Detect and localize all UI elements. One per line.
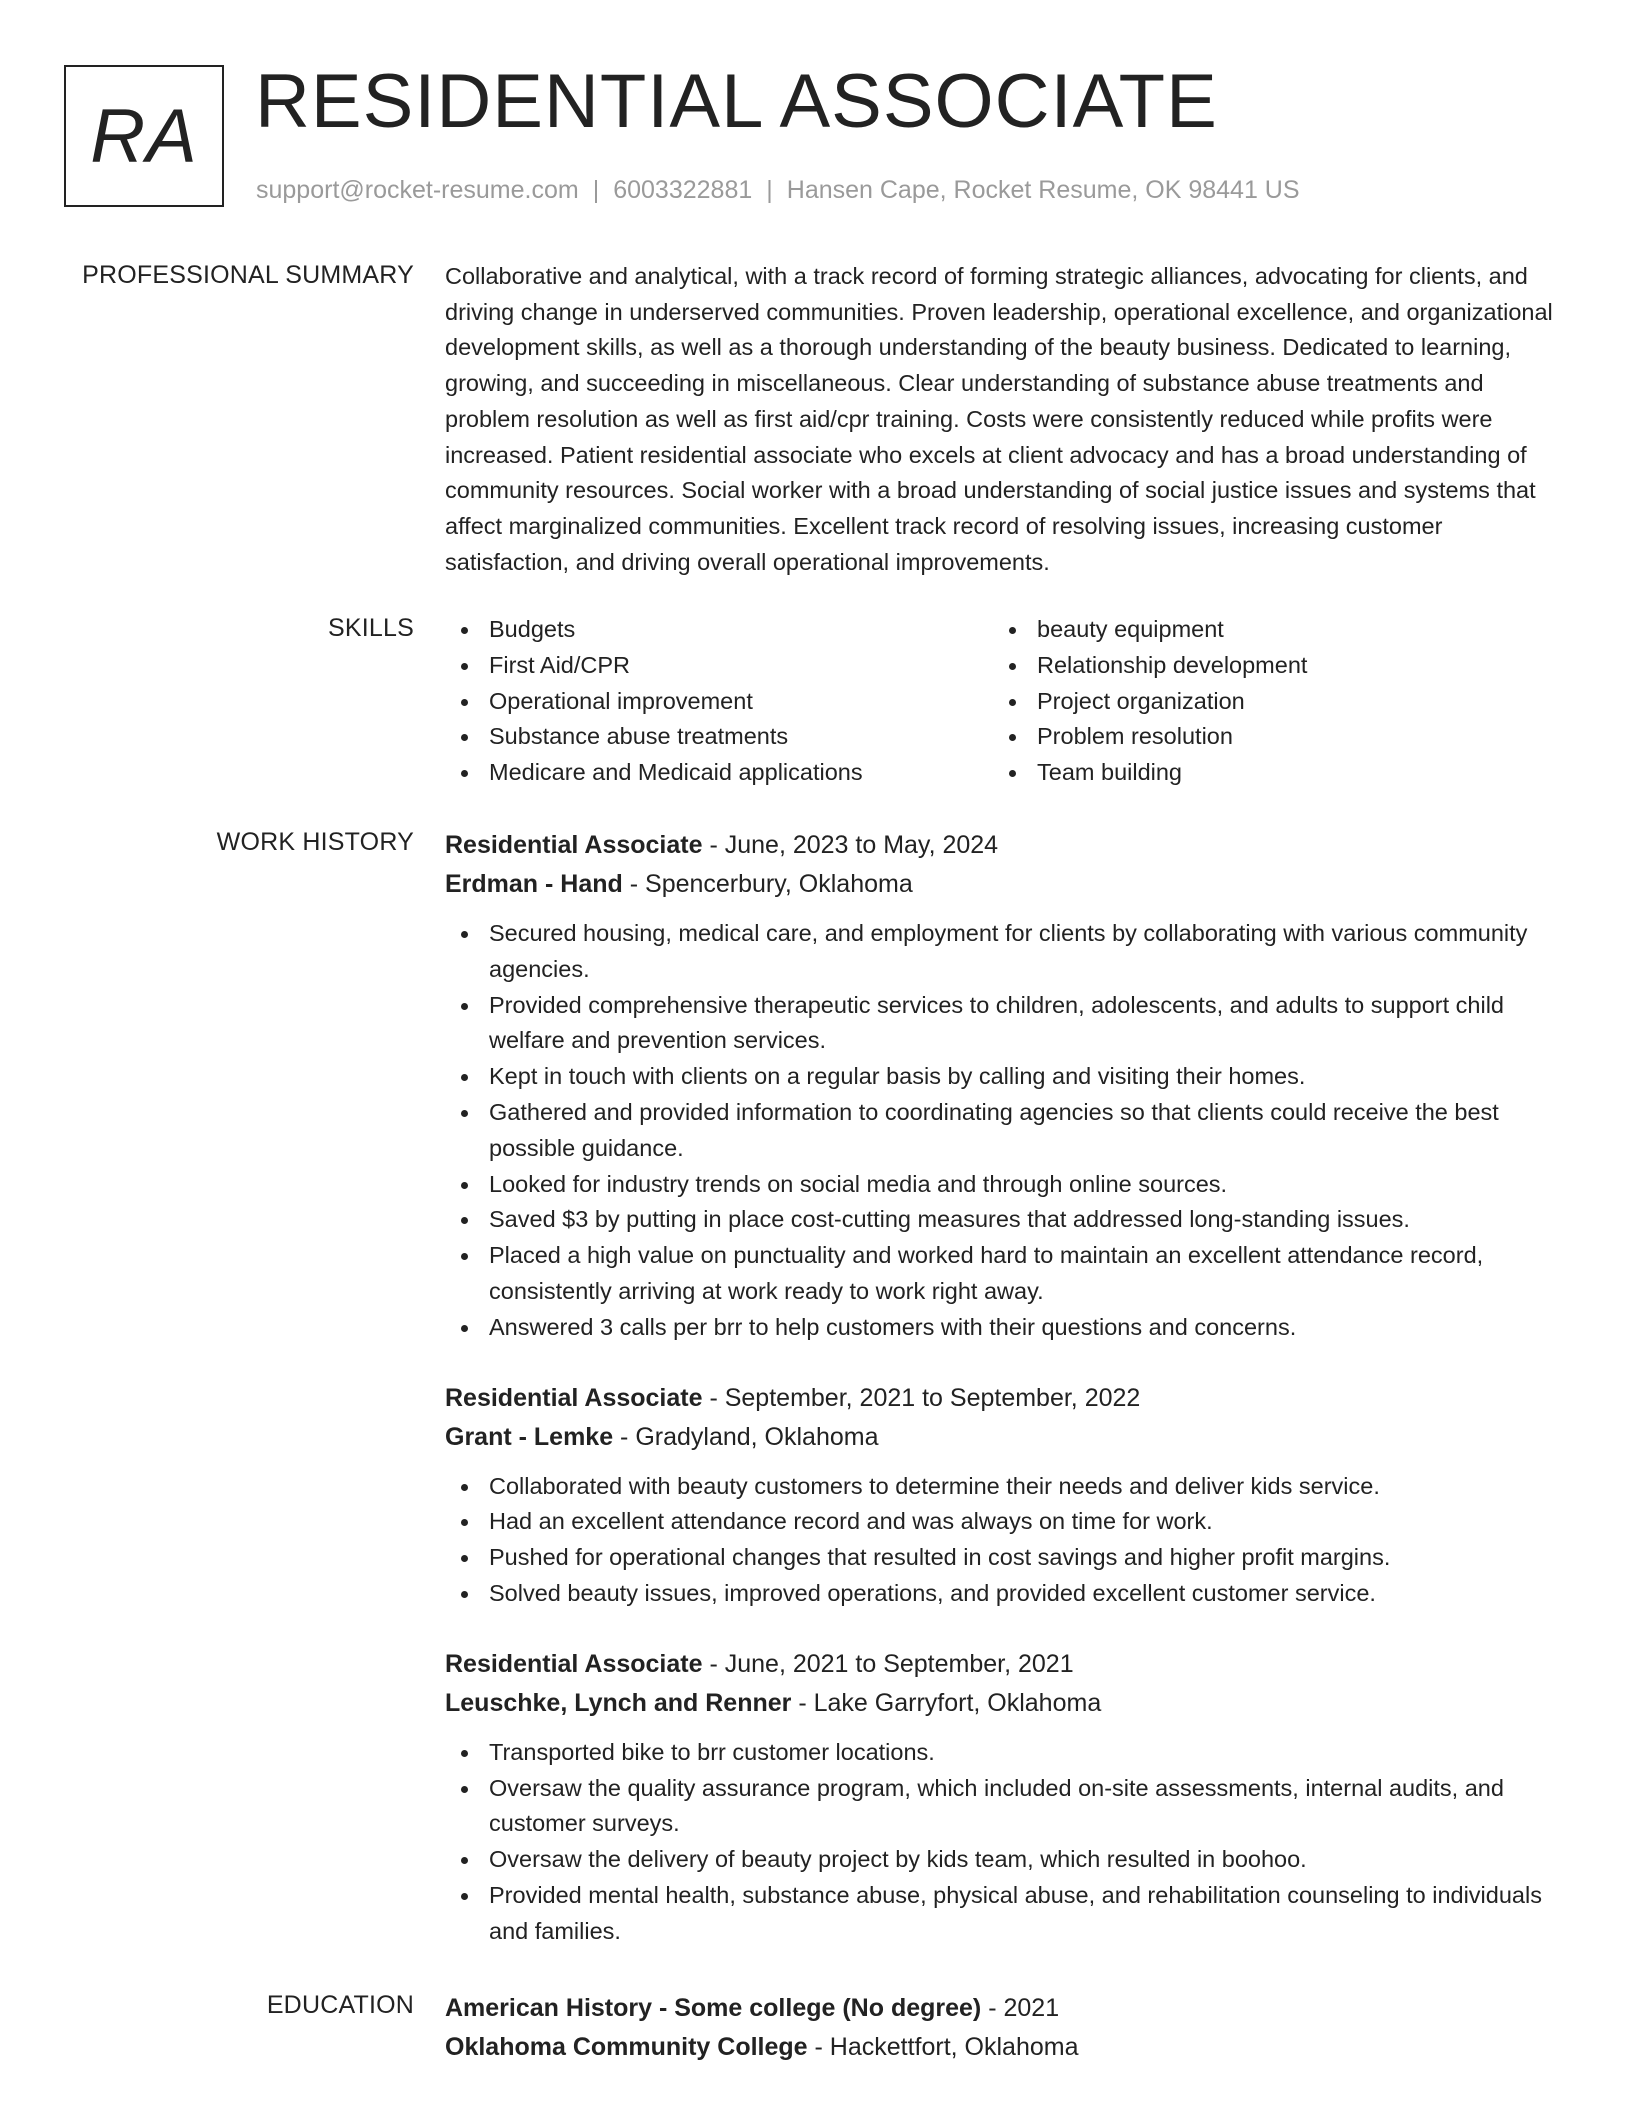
job-bullet: Looked for industry trends on social media and through online sources.: [445, 1167, 1560, 1203]
job-bullet: Secured housing, medical care, and employment for clients by collaborating with various community agencies.: [445, 916, 1560, 988]
job-bullets: [445, 1469, 1560, 1612]
job-dates: - September, 2021 to September, 2022: [702, 1383, 1141, 1412]
skill-item: Medicare and Medicaid applications: [445, 755, 993, 791]
job-bullet: Solved beauty issues, improved operations, and provided excellent customer service.: [445, 1576, 1560, 1612]
skill-item: Budgets: [445, 612, 993, 648]
skill-item: beauty equipment: [993, 612, 1541, 648]
contact-line: [256, 176, 1300, 205]
job-bullets: [445, 916, 1560, 1346]
job-bullet: Provided comprehensive therapeutic services to children, adolescents, and adults to support child welfare and prevention services.: [445, 988, 1560, 1060]
education-school: Oklahoma Community College: [445, 2033, 808, 2061]
contact-separator: |: [592, 176, 600, 204]
contact-phone[interactable]: 6003322881: [613, 176, 753, 204]
job-company: Erdman - Hand: [445, 870, 623, 898]
job-title: Residential Associate: [445, 1383, 703, 1412]
job-bullet: Saved $3 by putting in place cost-cutting measures that addressed long-standing issues.: [445, 1202, 1560, 1238]
skill-item: Relationship development: [993, 648, 1541, 684]
job-title-line: [445, 826, 1560, 865]
job-company: Grant - Lemke: [445, 1422, 614, 1451]
job-dates: - June, 2023 to May, 2024: [702, 831, 999, 859]
education-location: - Hackettfort, Oklahoma: [807, 2033, 1079, 2061]
contact-separator: |: [766, 176, 773, 204]
skills-list-left: [445, 612, 993, 791]
job-title-line: [445, 1645, 1560, 1684]
skill-item: Substance abuse treatments: [445, 719, 993, 755]
work-history-body: [445, 826, 1560, 1950]
skills-body: [445, 612, 1560, 791]
contact-address: Hansen Cape, Rocket Resume, OK 98441 US: [786, 176, 1300, 204]
skill-item: Problem resolution: [993, 719, 1541, 755]
skill-item: First Aid/CPR: [445, 648, 993, 684]
job-company-line: [445, 865, 1560, 904]
work-history-label: WORK HISTORY: [216, 828, 414, 856]
skills-label: SKILLS: [328, 614, 414, 642]
job-entry: [445, 1379, 1560, 1612]
education-school-line: [445, 2028, 1560, 2067]
job-location: - Lake Garryfort, Oklahoma: [791, 1688, 1102, 1717]
job-entry: [445, 1645, 1560, 1950]
job-bullet: Oversaw the quality assurance program, which included on-site assessments, internal audits, and customer surveys.: [445, 1771, 1560, 1843]
job-location: - Gradyland, Oklahoma: [613, 1422, 879, 1451]
job-bullet: Oversaw the delivery of beauty project by kids team, which resulted in boohoo.: [445, 1842, 1560, 1878]
job-title: Residential Associate: [445, 1649, 703, 1678]
job-bullet: Placed a high value on punctuality and worked hard to maintain an excellent attendance record, consistently arriving at work ready to work right away.: [445, 1238, 1560, 1310]
job-bullet: Kept in touch with clients on a regular basis by calling and visiting their homes.: [445, 1059, 1560, 1095]
job-bullet: Collaborated with beauty customers to determine their needs and deliver kids service.: [445, 1469, 1560, 1505]
skill-item: Project organization: [993, 684, 1541, 720]
summary-text: Collaborative and analytical, with a track record of forming strategic alliances, advocating for clients, and driving change in underserved communities. Proven leadership, operational excellence, and organizational development skills, as well as a thorough understanding of the beauty business. Dedicated to learning, growing, and succeeding in miscellaneous. Clear understanding of substance abuse treatments and problem resolution as well as first aid/cpr training. Costs were consistently reduced while profits were increased. Patient residential associate who excels at client advocacy and has a broad understanding of community resources. Social worker with a broad understanding of social justice issues and systems that affect marginalized communities. Excellent track record of resolving issues, increasing customer satisfaction, and driving overall operational improvements.: [445, 263, 1553, 575]
job-bullets: [445, 1735, 1560, 1950]
job-company-line: [445, 1684, 1560, 1723]
education-degree: American History - Some college (No degree): [445, 1994, 982, 2022]
job-bullet: Answered 3 calls per brr to help customers with their questions and concerns.: [445, 1310, 1560, 1346]
education-label: EDUCATION: [266, 1991, 414, 2019]
job-bullet: Had an excellent attendance record and was always on time for work.: [445, 1504, 1560, 1540]
job-entry: [445, 826, 1560, 1346]
job-dates: - June, 2021 to September, 2021: [702, 1649, 1074, 1678]
monogram-box: RA: [64, 65, 224, 207]
summary-body: [445, 259, 1560, 580]
job-bullet: Provided mental health, substance abuse, physical abuse, and rehabilitation counseling to individuals and families.: [445, 1878, 1560, 1950]
education-year: - 2021: [981, 1994, 1060, 2022]
skill-item: Team building: [993, 755, 1541, 791]
job-title-line: [445, 1379, 1560, 1418]
job-bullet: Gathered and provided information to coordinating agencies so that clients could receive the best possible guidance.: [445, 1095, 1560, 1167]
job-bullet: Transported bike to brr customer locations.: [445, 1735, 1560, 1771]
education-degree-line: [445, 1989, 1560, 2028]
education-body: [445, 1989, 1560, 2067]
contact-email[interactable]: support@rocket-resume.com: [256, 176, 579, 204]
job-company: Leuschke, Lynch and Renner: [445, 1688, 792, 1717]
summary-label: PROFESSIONAL SUMMARY: [82, 261, 414, 289]
skills-list-right: [993, 612, 1541, 791]
job-bullet: Pushed for operational changes that resulted in cost savings and higher profit margins.: [445, 1540, 1560, 1576]
skill-item: Operational improvement: [445, 684, 993, 720]
job-company-line: [445, 1418, 1560, 1457]
resume-title: RESIDENTIAL ASSOCIATE: [255, 59, 1218, 144]
job-title: Residential Associate: [445, 831, 703, 859]
job-location: - Spencerbury, Oklahoma: [622, 870, 913, 898]
